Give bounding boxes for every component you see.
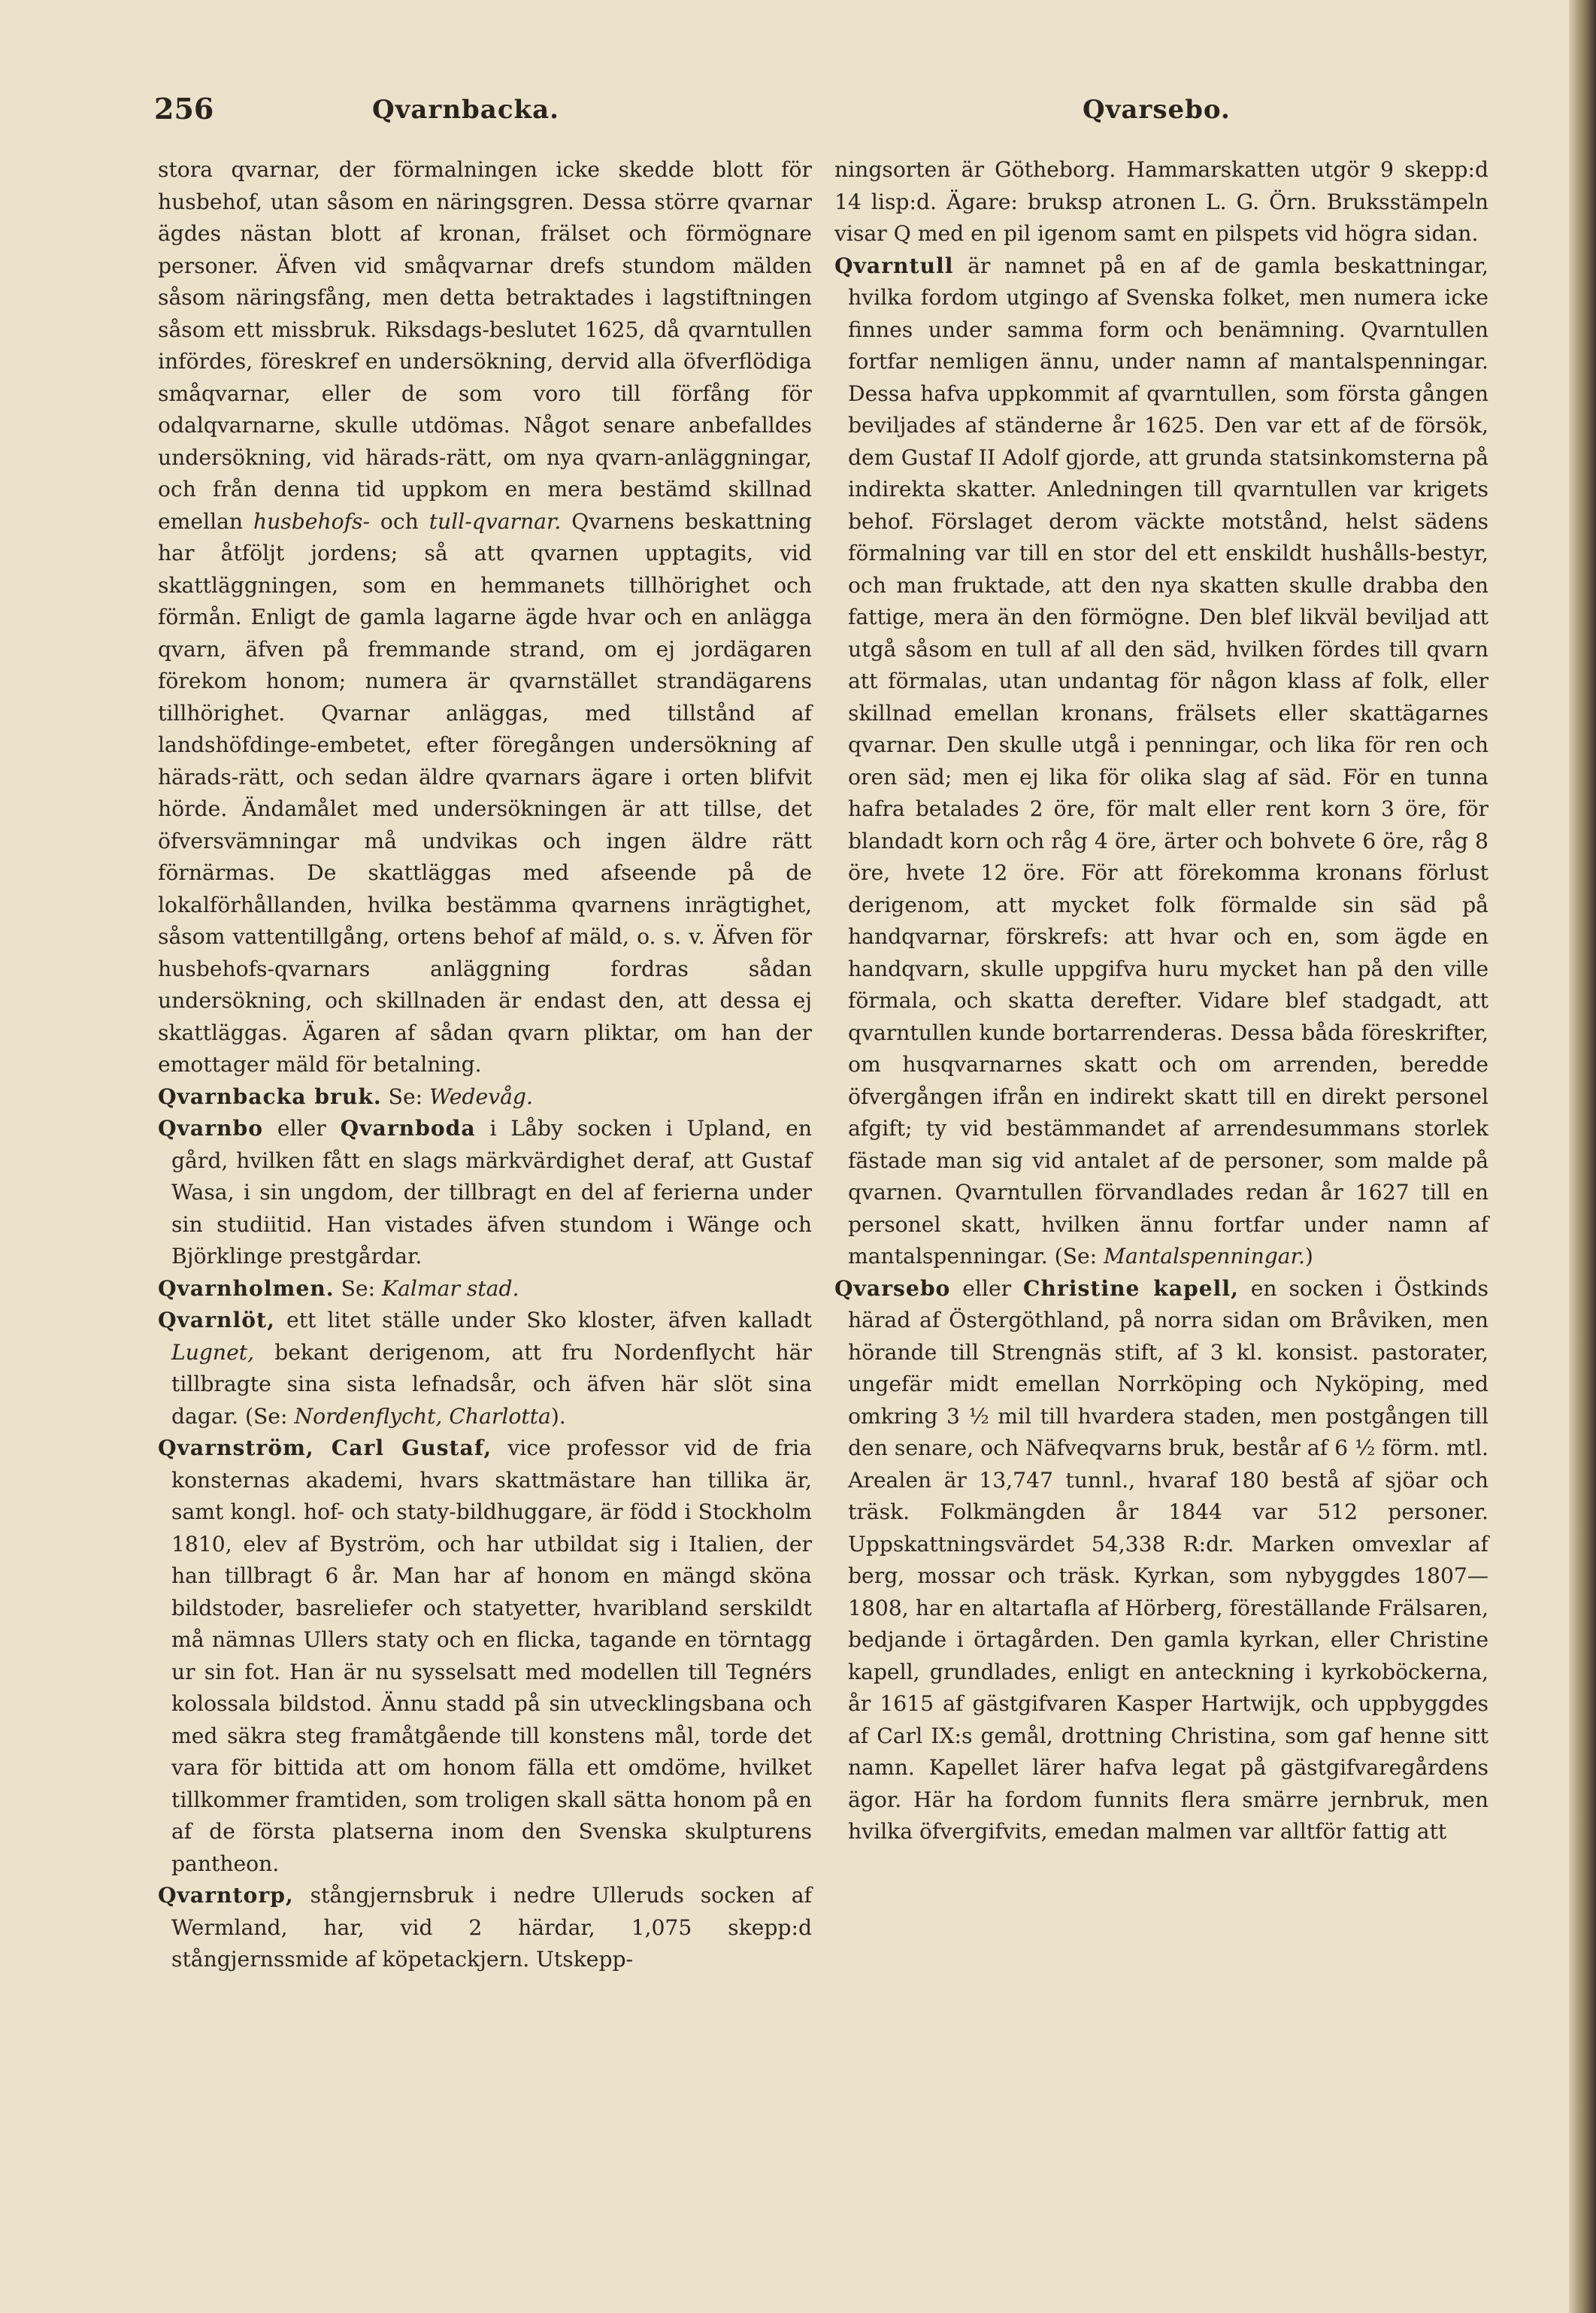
body-text: eller	[950, 1275, 1023, 1301]
page-number: 256	[154, 92, 214, 126]
body-text: stångjernsbruk i nedre Ulleruds socken af Wermland, har, vid 2 härdar, 1,075 skepp:d stångjernssmide af köpetackjern. Utskepp-	[171, 1883, 812, 1972]
entry-headword: Qvarnbo	[158, 1116, 264, 1141]
left-column	[158, 154, 812, 1976]
body-text: ).	[550, 1403, 566, 1429]
body-text: Se:	[334, 1275, 383, 1301]
body-text: och	[370, 508, 429, 534]
italic-reference: Wedevåg.	[429, 1084, 533, 1109]
encyclopedia-entry	[834, 250, 1488, 1273]
body-text: eller	[263, 1116, 341, 1141]
entry-headword: Qvarnboda	[340, 1116, 476, 1141]
italic-reference: Mantalspenningar.	[1104, 1244, 1305, 1269]
entry-headword: Qvarnbacka bruk.	[158, 1084, 382, 1109]
encyclopedia-entry	[834, 1273, 1488, 1848]
entry-headword: Qvarntorp,	[158, 1883, 294, 1908]
encyclopedia-entry	[158, 1880, 812, 1976]
page-header	[154, 92, 1549, 137]
encyclopedia-entry	[158, 1081, 812, 1114]
body-text: en socken i Östkinds härad af Östergöthland, på norra sidan om Bråviken, men hörande till Strengnäs stift, af 3 kl. konsist. pastorater, ungefär midt emellan Norrköping och Nyköping, med omkring 3 ½ mil till hvardera staden, men postgången till den senare, och Näfveqvarns bruk, består af 6 ½ förm. mtl. Arealen är 13,747 tunnl., hvaraf 180 bestå af sjöar och träsk. Folkmängden år 1844 var 512 personer. Uppskattningsvärdet 54,338 R:dr. Marken omvexlar af berg, mossar och träsk. Kyrkan, som nybyggdes 1807—1808, har en altartafla af Hörberg, föreställande Frälsaren, bedjande i örtagården. Den gamla kyrkan, eller Christine kapell, grundlades, enligt en anteckning i kyrkoböckerna, år 1615 af gästgifvaren Kasper Hartwijk, och uppbyggdes af Carl IX:s gemål, drottning Christina, som gaf henne sitt namn. Kapellet lärer hafva legat på gästgifvaregårdens ägor. Här ha fordom funnits flera smärre jernbruk, men hvilka öfvergifvits, emedan malmen var alltför fattig att	[848, 1275, 1488, 1844]
italic-reference: Lugnet,	[171, 1339, 255, 1365]
body-text: vice professor vid de fria konsternas akademi, hvars skattmästare han tillika är, samt kongl. hof- och staty-bildhuggare, är född i Stockholm 1810, elev af Byström, och har utbildat sig i Italien, der han tillbragt 6 år. Man har af honom en mängd sköna bildstoder, basreliefer och statyetter, hvaribland serskildt må nämnas Ullers staty och en flicka, tagande en törntagg ur sin fot. Han är nu sysselsatt med modellen till Tegnérs kolossala bildstod. Ännu stadd på sin utvecklingsbana och med säkra steg framåtgående till konstens mål, torde det vara för bittida att om honom fälla ett omdöme, hvilket tillkommer framtiden, som troligen skall sätta honom på en af de första platserna inom den Svenska skulpturens pantheon.	[171, 1435, 812, 1876]
encyclopedia-entry	[158, 1113, 812, 1273]
italic-reference: Nordenflycht, Charlotta	[294, 1403, 551, 1429]
encyclopedia-entry	[158, 1432, 812, 1880]
running-head-right: Qvarsebo.	[1083, 95, 1231, 125]
entry-headword: Qvarnholmen.	[158, 1275, 335, 1301]
encyclopedia-entry	[158, 1305, 812, 1432]
continued-paragraph	[834, 154, 1488, 250]
running-head-left: Qvarnbacka.	[372, 95, 559, 125]
body-text: bekant derigenom, att fru Nordenflycht här tillbragte sina sista lefnadsår, och äfven här slöt sina dagar. (Se:	[171, 1339, 812, 1429]
body-text: ett litet ställe under Sko kloster, äfven kalladt	[274, 1308, 812, 1332]
body-text: Qvarnens beskattning har åtföljt jordens; så att qvarnen upptagits, vid skattläggningen, som en hemmanets tillhörighet och förmån. Enligt de gamla lagarne ägde hvar och en anlägga qvarn, äfven på fremmande strand, om ej jordägaren förekom honom; numera är qvarnstället strandägarens tillhörighet. Qvarnar anläggas, med tillstånd af landshöfdinge-embetet, efter föregången undersökning af härads-rätt, och sedan äldre qvarnars ägare i orten blifvit hörde. Ändamålet med undersökningen är att tillse, det öfversvämningar må undvikas och ingen äldre rätt förnärmas. De skattläggas med afseende på de lokalförhållanden, hvilka bestämma qvarnens inrägtighet, såsom vattentillgång, ortens behof af mäld, o. s. v. Äfven för husbehofs-qvarnars anläggning fordras sådan undersökning, och skillnaden är endast den, att dessa ej skattläggas. Ägaren af sådan qvarn pliktar, om han der emottager mäld för betalning.	[158, 508, 812, 1077]
body-text: är namnet på en af de gamla beskattningar, hvilka fordom utgingo af Svenska folket, men numera icke finnes under samma form och benämning. Qvarntullen fortfar nemligen ännu, under namn af mantalspenningar. Dessa hafva uppkommit af qvarntullen, som första gången beviljades af ständerne år 1625. Den var ett af de försök, dem Gustaf II Adolf gjorde, att grunda statsinkomsterna på indirekta skatter. Anledningen till qvarntullen var krigets behof. Förslaget derom väckte motstånd, helst sädens förmalning var till en stor del ett enskildt hushålls-bestyr, och man fruktade, att den nya skatten skulle drabba den fattige, mera än den förmögne. Den blef likväl beviljad att utgå såsom en tull af all den säd, hvilken fördes till qvarn att förmalas, utan undantag för någon klass af folk, eller skillnad emellan kronans, frälsets eller skattägarnes qvarnar. Den skulle utgå i penningar, och lika för ren och oren säd; men ej lika för olika slag af säd. För en tunna hafra betalades 2 öre, för malt eller rent korn 3 öre, för blandadt korn och råg 4 öre, ärter och bohvete 6 öre, råg 8 öre, hvete 12 öre. För att förekomma kronans förlust derigenom, att mycket folk förmalde sin säd på handqvarnar, förskrefs: att hvar och en, som ägde en handqvarn, skulle uppgifva huru mycket han på den ville förmala, och skatta derefter. Vidare blef stadgadt, att qvarntullen kunde bortarrenderas. Dessa båda föreskrifter, om husqvarnarnes skatt och om arrenden, beredde öfvergången ifrån en indirekt skatt till en direkt personel afgift; ty vid bestämmandet af arrendesummans storlek fästade man sig vid antalet af de personer, som malde på qvarnen. Qvarntullen förvandlades redan år 1627 till en personel skatt, hvilken ännu fortfar under namn af mantalspenningar. (Se:	[848, 253, 1488, 1269]
body-text: stora qvarnar, der förmalningen icke skedde blott för husbehof, utan såsom en näringsgren. Dessa större qvarnar ägdes nästan blott af kronan, frälset och förmögnare personer. Äfven vid småqvarnar drefs stundom mälden såsom näringsfång, men detta betraktades i lagstiftningen såsom ett missbruk. Riksdags-beslutet 1625, då qvarntullen infördes, föreskref en undersökning, dervid alla öfverflödiga småqvarnar, eller de som voro till förfång för odalqvarnarne, skulle utdömas. Något senare anbefalldes undersökning, vid härads-rätt, om nya qvarn-anläggningar, och från denna tid uppkom en mera bestämd skillnad emellan	[158, 157, 812, 534]
right-column	[834, 154, 1488, 1848]
encyclopedia-entry	[158, 1273, 812, 1305]
body-text: )	[1304, 1244, 1313, 1269]
italic-reference: Kalmar stad.	[382, 1275, 519, 1301]
italic-reference: tull-qvarnar.	[429, 508, 562, 534]
italic-reference: husbehofs-	[253, 508, 371, 534]
continued-paragraph	[158, 154, 812, 1081]
entry-headword: Qvarsebo	[834, 1275, 951, 1301]
entry-headword: Qvarnlöt,	[158, 1308, 275, 1332]
entry-headword: Qvarnström, Carl Gustaf,	[158, 1435, 492, 1460]
body-text: i Låby socken i Upland, en gård, hvilken fått en slags märkvärdighet deraf, att Gustaf Wasa, i sin ungdom, der tillbragt en del af ferierna under sin studiitid. Han vistades äfven stundom i Wänge och Björklinge prestgårdar.	[171, 1116, 812, 1269]
body-text: ningsorten är Götheborg. Hammarskatten utgör 9 skepp:d 14 lisp:d. Ägare: bruksp atronen L. G. Örn. Bruksstämpeln visar Q med en pil igenom samt en pilspets vid högra sidan.	[834, 157, 1488, 246]
body-text: Se:	[381, 1084, 430, 1109]
page-edge	[1569, 0, 1596, 2313]
entry-headword: Christine kapell,	[1022, 1275, 1239, 1301]
entry-headword: Qvarntull	[834, 253, 954, 278]
